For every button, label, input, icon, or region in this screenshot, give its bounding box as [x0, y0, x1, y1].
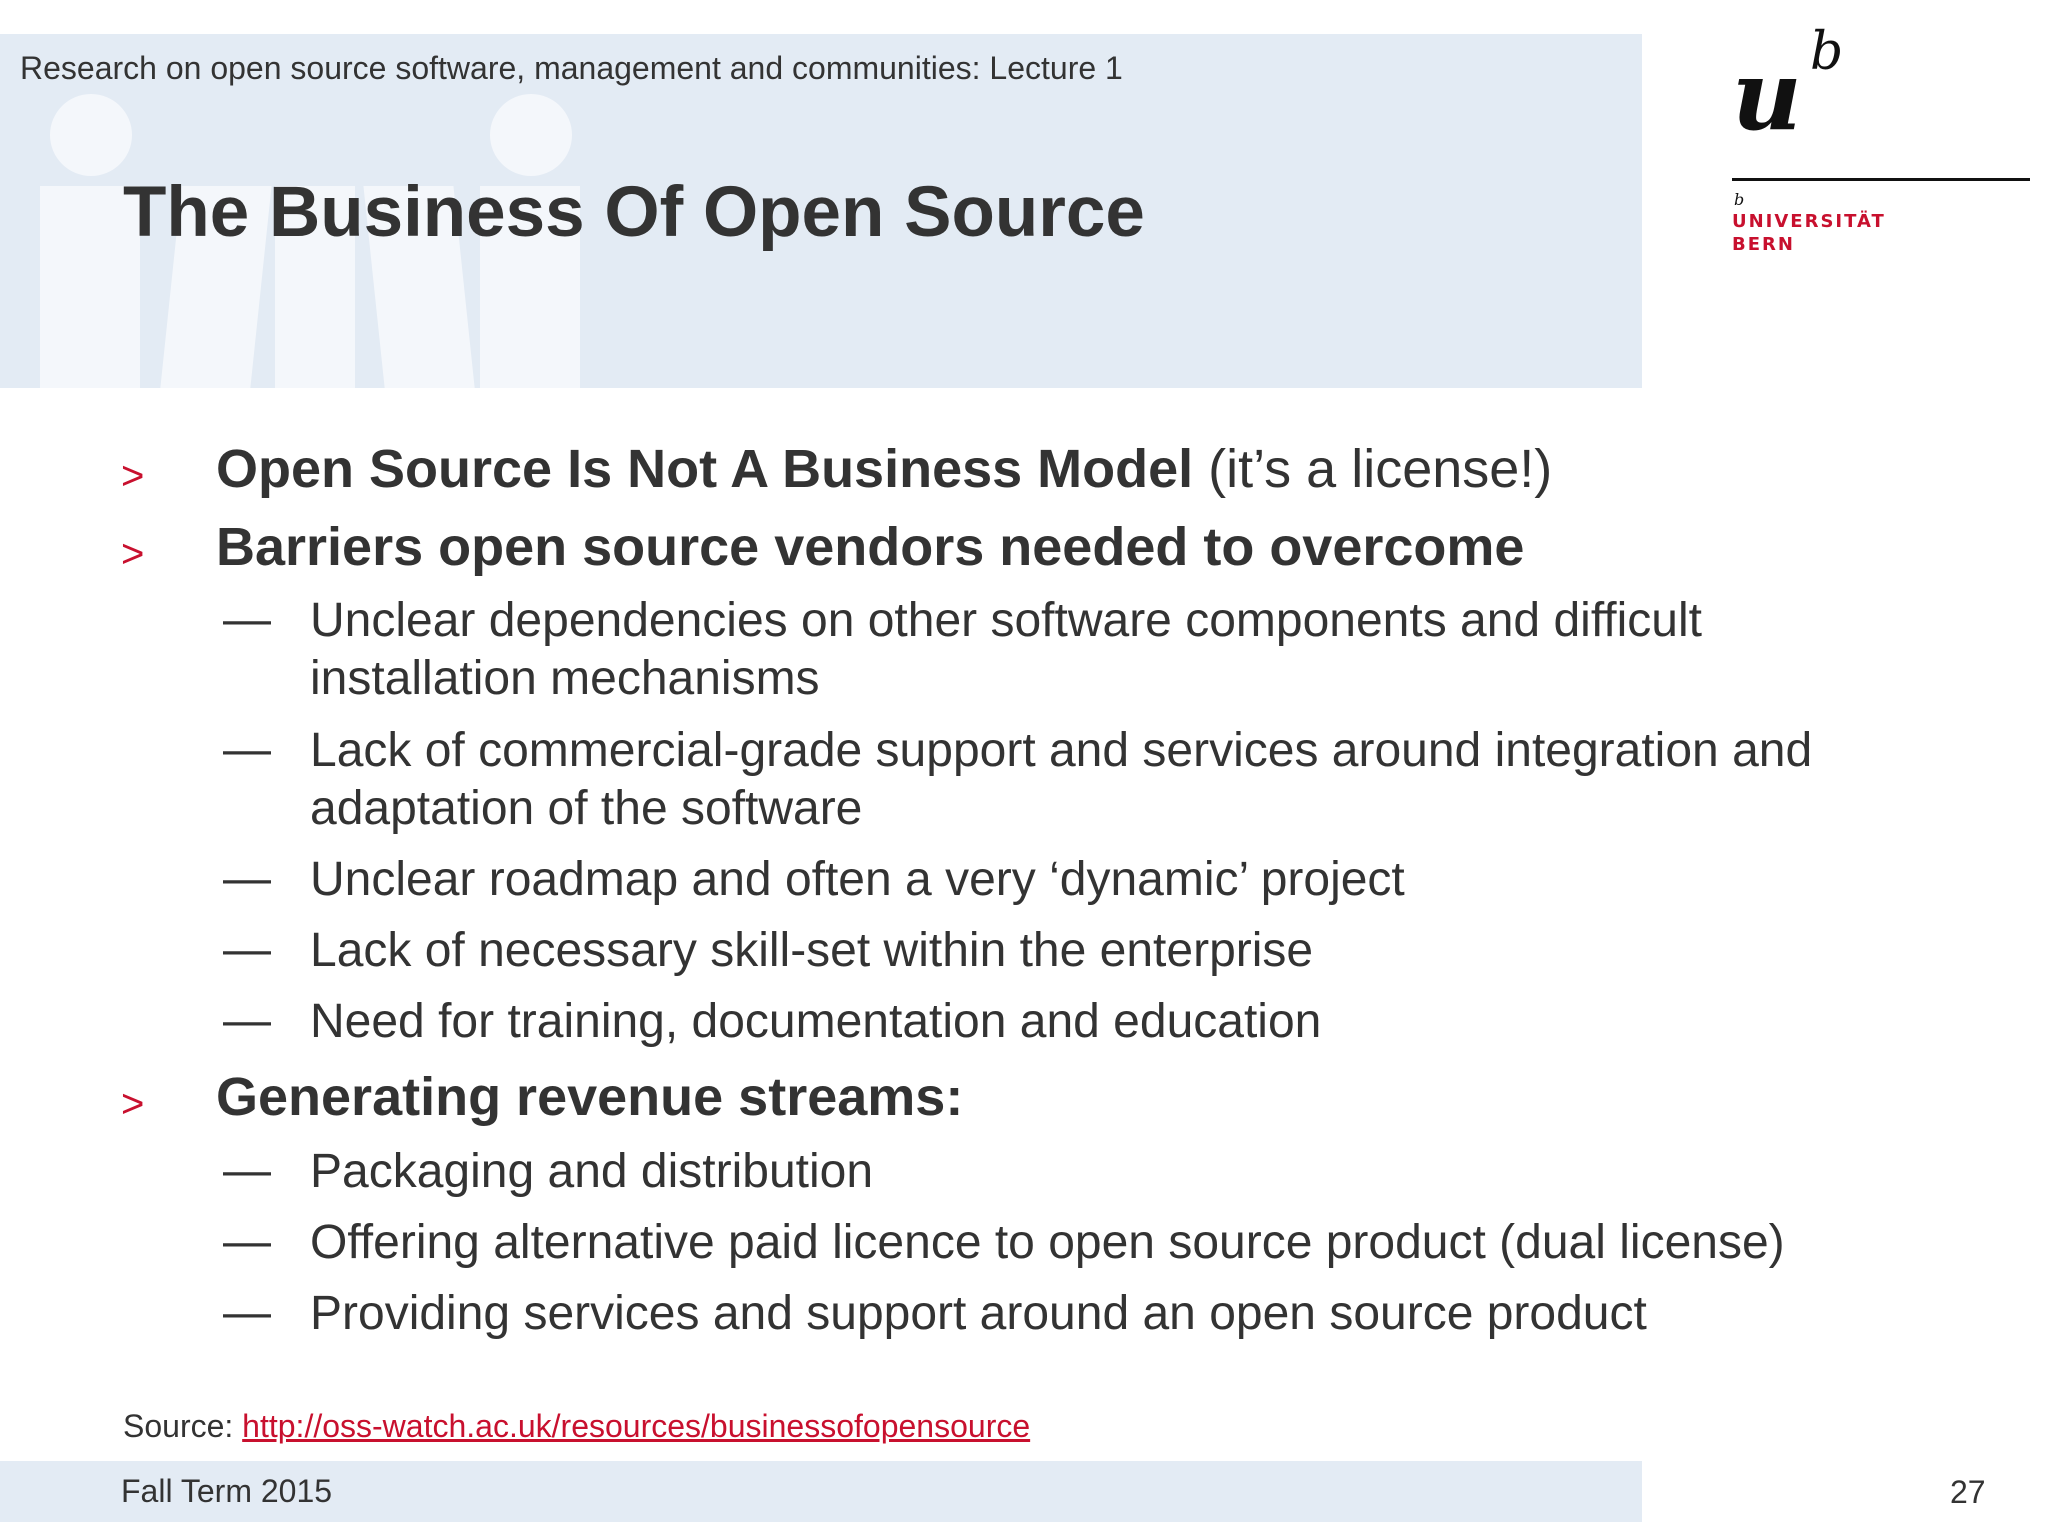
sub-bullet-text: Need for training, documentation and education	[310, 995, 1322, 1048]
logo-university-name	[1732, 210, 1886, 256]
sub-bullet-dash: —	[223, 994, 271, 1047]
sub-bullet-text: Unclear roadmap and often a very ‘dynamic’ project	[310, 853, 1405, 906]
sub-bullet-text: Unclear dependencies on other software components and difficult installation mechanisms	[310, 594, 1702, 705]
sub-bullet-dash: —	[223, 852, 271, 905]
sub-bullet-text: Lack of necessary skill-set within the enterprise	[310, 924, 1314, 977]
logo-name-line2: BERN	[1732, 234, 1795, 255]
logo-name-line1: UNIVERSITÄT	[1732, 211, 1886, 232]
bullet-text: Generating revenue streams:	[216, 1067, 964, 1127]
logo-rule	[1732, 178, 2030, 181]
bullet-text: Open Source Is Not A Business Model (it’s a license!)	[216, 439, 1553, 499]
sub-bullet-text: Packaging and distribution	[310, 1145, 874, 1198]
bullet-marker: >	[121, 532, 145, 576]
lecture-title: Research on open source software, management and communities: Lecture 1	[20, 50, 1123, 86]
slide-title: The Business Of Open Source	[123, 173, 1145, 252]
logo-mark-u: u	[1732, 39, 1802, 152]
sub-bullet-text: Offering alternative paid licence to open source product (dual license)	[310, 1216, 1785, 1269]
sub-bullet-text: Providing services and support around an open source product	[310, 1287, 1647, 1340]
sub-bullet-dash: —	[223, 1286, 271, 1339]
logo-small-b: b	[1734, 190, 1745, 209]
sub-bullet-dash: —	[223, 723, 271, 776]
bullet-text: Barriers open source vendors needed to overcome	[216, 517, 1525, 577]
sub-bullet-dash: —	[223, 593, 271, 646]
logo-mark-b: b	[1810, 22, 1844, 82]
sub-bullet-dash: —	[223, 1144, 271, 1197]
footer-term: Fall Term 2015	[121, 1473, 333, 1509]
source-label: Source:	[123, 1408, 243, 1444]
bullet-marker: >	[121, 1082, 145, 1126]
bullet-marker: >	[121, 454, 145, 498]
sub-bullet-text: Lack of commercial-grade support and services around integration and adaptation of the software	[310, 724, 1813, 835]
source-link[interactable]: http://oss-watch.ac.uk/resources/businessofopensource	[242, 1408, 1031, 1444]
source-citation	[123, 1408, 1030, 1445]
sub-bullet-dash: —	[223, 1215, 271, 1268]
page-number: 27	[1950, 1474, 1986, 1510]
sub-bullet-dash: —	[223, 923, 271, 976]
university-bern-logo	[1730, 20, 2030, 260]
